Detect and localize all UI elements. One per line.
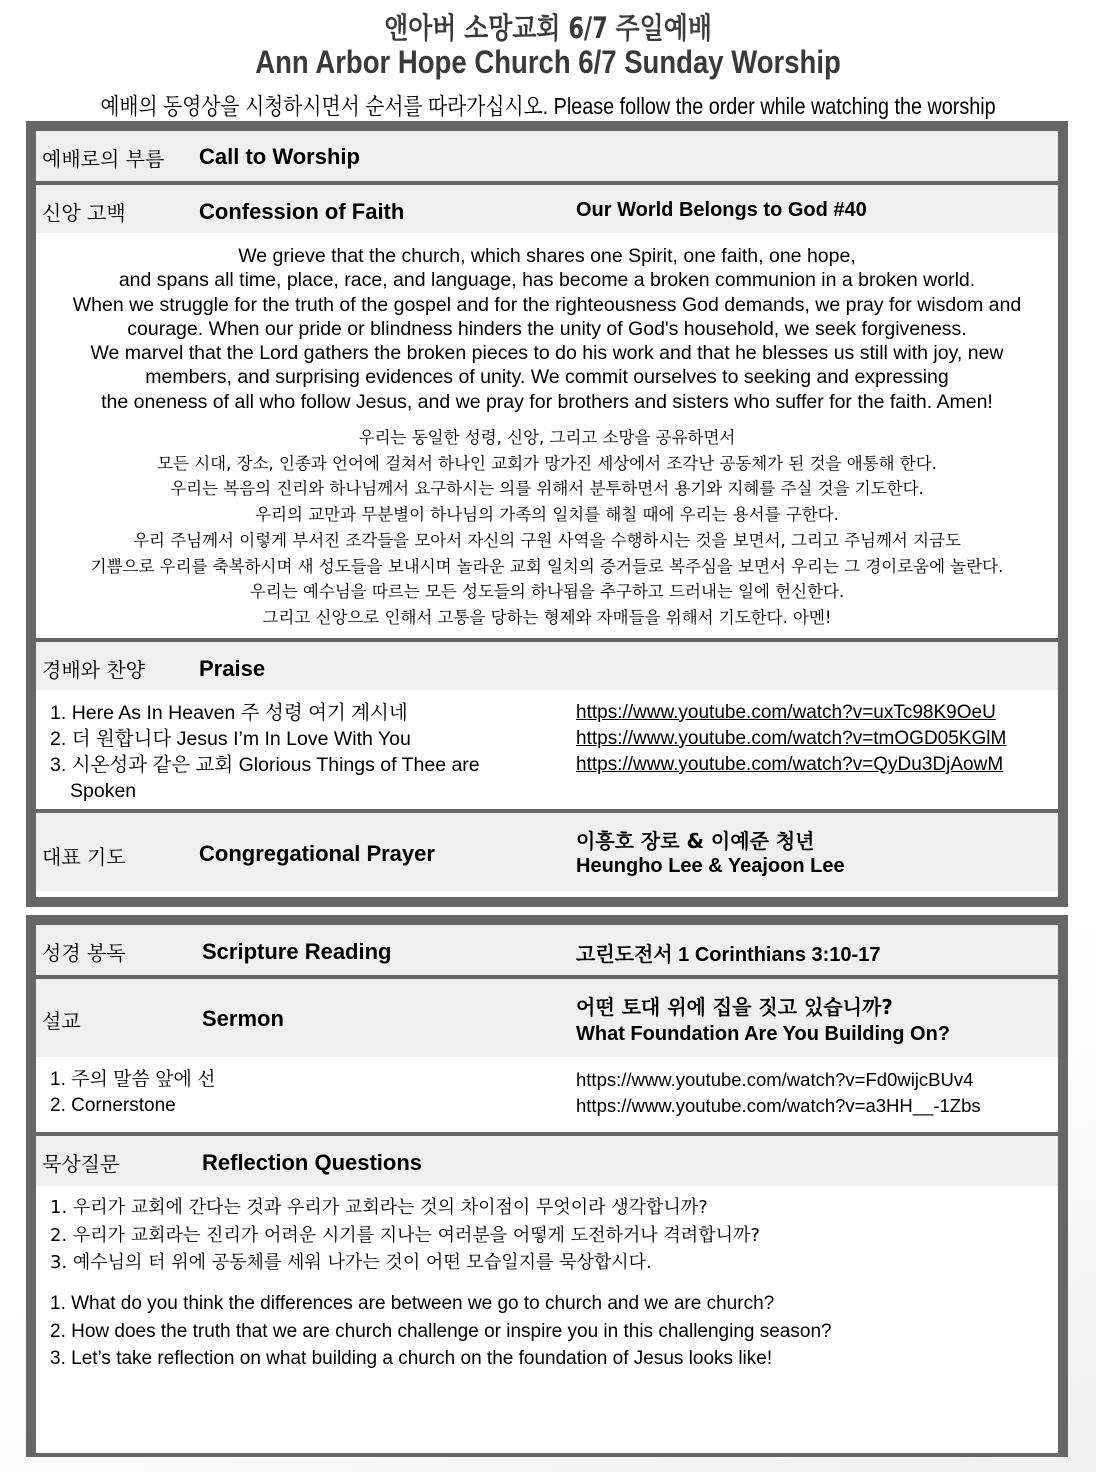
section-scripture-reading (36, 925, 1058, 975)
confession-line-ko: 우리 주님께서 이렇게 부서진 조각들을 모아서 자신의 구원 사역을 수행하시는 것을 보면서, 그리고 주님께서 지금도 (133, 530, 961, 550)
confession-line-ko: 그리고 신앙으로 인해서 고통을 당하는 형제와 자매들을 위해서 기도한다. 아멘! (262, 608, 832, 627)
section-label-ko: 성경 봉독 (42, 941, 126, 965)
confession-line-ko: 기쁨으로 우리를 축복하시며 새 성도들을 보내시며 놀라운 교회 일치의 증거들로 복주심을 보면서 우리는 그 경이로움에 놀란다. (90, 556, 1004, 576)
section-confession-of-faith (36, 185, 1058, 233)
section-label-en: Call to Worship (199, 144, 360, 169)
section-praise (36, 642, 1058, 690)
section-label-en: Reflection Questions (202, 1150, 423, 1175)
youtube-link[interactable]: https://www.youtube.com/watch?v=QyDu3DjAowM (576, 754, 1004, 775)
confession-line-ko: 우리는 복음의 진리와 하나님께서 요구하시는 의를 위해서 분투하면서 용기와 지혜를 주실 것을 기도한다. (170, 479, 924, 499)
praise-song-item (50, 726, 480, 752)
sermon-song-item (50, 1067, 215, 1093)
reflection-question: 2. 우리가 교회라는 진리가 어려운 시기를 지나는 여러분을 어떻게 도전하거나 격려합니까? (50, 1224, 760, 1246)
confession-line-ko: 우리는 동일한 성령, 신앙, 그리고 소망을 공유하면서 (358, 428, 736, 448)
praise-songs-block (36, 690, 1058, 809)
title-korean: 앤아버 소망교회 6/7 주일예배 (384, 11, 712, 45)
song-number: 2. (50, 1095, 66, 1116)
song-number: 1. (50, 702, 67, 724)
confession-source: Our World Belongs to God #40 (576, 199, 867, 221)
confession-text-block (36, 233, 1058, 638)
praise-song-item (50, 700, 480, 726)
section-label-en: Confession of Faith (199, 199, 405, 224)
confession-text-english (36, 233, 1058, 414)
praise-song-item (50, 752, 480, 778)
song-title-continuation: Spoken (70, 780, 137, 802)
youtube-link[interactable]: https://www.youtube.com/watch?v=Fd0wijcBUv4 (576, 1069, 974, 1090)
song-title: Cornerstone (71, 1095, 176, 1116)
prayer-leader-ko: 이흥호 장로 & 이예준 청년 (576, 829, 815, 853)
song-title: Here As In Heaven 주 성령 여기 계시네 (71, 702, 408, 724)
section-label-ko: 설교 (42, 1009, 81, 1033)
confession-line-ko: 우리는 예수님을 따르는 모든 성도들의 하나됨을 추구하고 드러내는 일에 헌신한다. (249, 582, 845, 602)
confession-line: We grieve that the church, which shares one Spirit, one faith, one hope, (238, 245, 856, 267)
reflection-question: 2. How does the truth that we are church challenge or inspire you in this challenging season? (50, 1320, 832, 1342)
confession-line: the oneness of all who follow Jesus, and we pray for brothers and sisters who suffer for the faith. Amen! (101, 390, 993, 413)
reflection-questions-block (36, 1186, 1058, 1453)
song-number: 2. (50, 728, 67, 750)
confession-text-korean (36, 414, 1058, 631)
section-label-ko: 대표 기도 (42, 845, 126, 869)
sermon-songs-block (36, 1057, 1058, 1132)
praise-link-list (576, 700, 1006, 778)
section-reflection-questions (36, 1136, 1058, 1186)
section-label-en: Scripture Reading (202, 939, 392, 964)
confession-line-ko: 우리의 교만과 무분별이 하나님의 가족의 일치를 해칠 때에 우리는 용서를 구한다. (255, 505, 839, 525)
confession-line: members, and surprising evidences of unity. We commit ourselves to seeking and expressing (145, 366, 949, 389)
instruction-text: 예배의 동영상을 시청하시면서 순서를 따라가십시오. Please follow the order while watching the worship (100, 93, 996, 119)
order-of-worship-panel-1 (26, 121, 1068, 907)
prayer-leader-en: Heungho Lee & Yeajoon Lee (576, 855, 845, 877)
youtube-link[interactable]: https://www.youtube.com/watch?v=uxTc98K9OeU (576, 702, 996, 723)
section-label-en: Congregational Prayer (199, 841, 435, 866)
title-english: Ann Arbor Hope Church 6/7 Sunday Worship (255, 44, 841, 80)
section-congregational-prayer (36, 813, 1058, 891)
confession-line: When we struggle for the truth of the gospel and for the righteousness God demands, we pray for wisdom and (72, 293, 1022, 316)
confession-line: and spans all time, place, race, and language, has become a broken communion in a broken world. (118, 269, 976, 292)
youtube-link[interactable]: https://www.youtube.com/watch?v=tmOGD05KGlM (576, 728, 1007, 749)
reflection-question: 3. Let’s take reflection on what building a church on the foundation of Jesus looks like! (50, 1348, 773, 1369)
order-of-worship-panel-2 (26, 915, 1068, 1457)
section-label-en: Praise (199, 656, 266, 681)
sermon-title-ko: 어떤 토대 위에 집을 짓고 있습니까? (576, 995, 893, 1019)
section-label-en: Sermon (202, 1006, 284, 1031)
song-title: 주의 말씀 앞에 선 (71, 1069, 216, 1090)
confession-line: courage. When our pride or blindness hinders the unity of God's household, we seek forgiveness. (127, 317, 967, 340)
confession-line: We marvel that the Lord gathers the broken pieces to do his work and that he blesses us still with joy, new (90, 342, 1004, 365)
song-title: 시온성과 같은 교회 Glorious Things of Thee are (71, 754, 480, 776)
reflection-questions-korean (50, 1194, 760, 1277)
sermon-title-en: What Foundation Are You Building On? (576, 1023, 951, 1045)
section-sermon (36, 979, 1058, 1057)
sermon-song-list (50, 1067, 215, 1119)
reflection-question: 3. 예수님의 터 위에 공동체를 세워 나가는 것이 어떤 모습일지를 묵상합시다. (50, 1252, 652, 1273)
sermon-song-item (50, 1093, 215, 1119)
song-number: 1. (50, 1069, 66, 1090)
reflection-question: 1. 우리가 교회에 간다는 것과 우리가 교회라는 것의 차이점이 무엇이라 생각합니까? (50, 1197, 708, 1218)
scripture-passage: 고린도전서 1 Corinthians 3:10-17 (576, 944, 881, 966)
confession-line-ko: 모든 시대, 장소, 인종과 언어에 걸쳐서 하나인 교회가 망가진 세상에서 조각난 공동체가 된 것을 애통해 한다. (157, 453, 937, 473)
section-call-to-worship (36, 131, 1058, 181)
praise-song-list (50, 700, 480, 804)
section-label-ko: 묵상질문 (42, 1152, 120, 1176)
song-number: 3. (50, 754, 67, 776)
sermon-link-list (576, 1067, 981, 1119)
reflection-questions-english (50, 1290, 832, 1373)
section-label-ko: 신앙 고백 (42, 201, 126, 225)
reflection-question: 1. What do you think the differences are between we go to church and we are church? (50, 1293, 775, 1314)
section-label-ko: 경배와 찬양 (42, 658, 145, 682)
youtube-link[interactable]: https://www.youtube.com/watch?v=a3HH__-1Zbs (576, 1095, 981, 1116)
song-title: 더 원합니다 Jesus I’m In Love With You (71, 728, 411, 750)
section-label-ko: 예배로의 부름 (42, 147, 165, 171)
